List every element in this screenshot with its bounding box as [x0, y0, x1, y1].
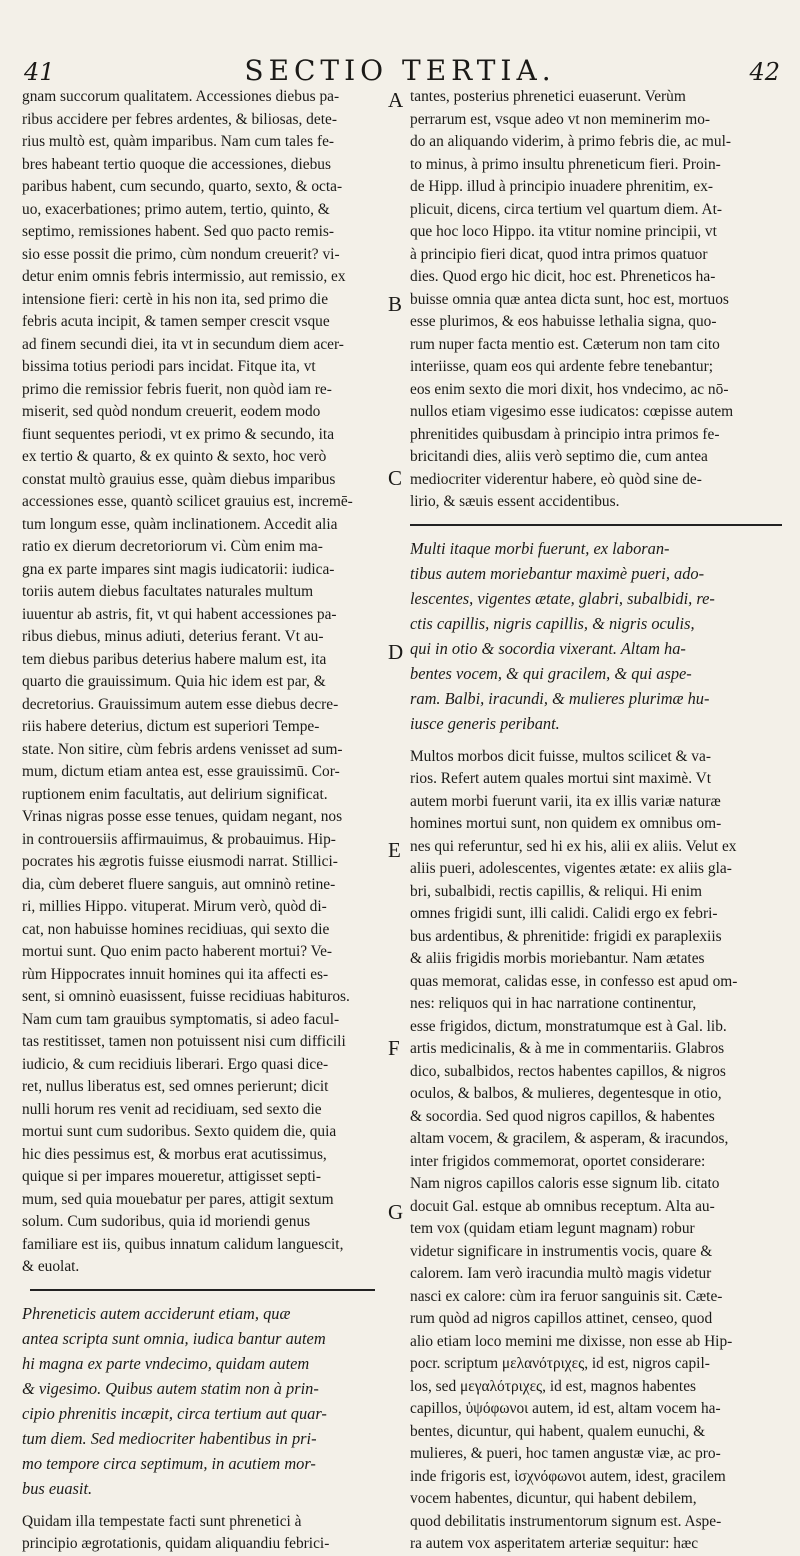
text-line: mediocriter viderentur habere, eò quòd sine de-: [410, 470, 702, 488]
text-line: ruptionem enim facultatis, aut delirium significat.: [22, 785, 328, 803]
text-line: capillos, ὑψόφωνοι autem, id est, altam vocem ha-: [410, 1400, 721, 1417]
text-line: antea scripta sunt omnia, iudica bantur autem: [22, 1328, 326, 1348]
text-line: ra autem vox asperitatem arteriæ sequitur: hæc: [410, 1535, 699, 1552]
text-line: iuuentur ab astris, fit, vt qui habent accessiones pa-: [22, 605, 337, 623]
text-line: lescentes, vigentes ætate, glabri, subalbidi, re-: [410, 588, 715, 608]
text-line: ribus diebus, minus adiuti, deterius ferant. Vt au-: [22, 628, 324, 645]
text-line: toriis autem diebus facultates naturales multum: [22, 583, 314, 600]
text-line: bentes vocem, & qui gracilem, & qui aspe-: [410, 663, 692, 683]
text-line: mum, dictum etiam antea est, esse grauissimū. Cor-: [22, 763, 340, 780]
right-column: [410, 86, 780, 1556]
margin-letter: C: [388, 466, 403, 490]
text-line: gna ex parte impares sint magis iudicatorii: iudica-: [22, 560, 335, 578]
text-line: aliis pueri, adolescentes, vigentes ætate: ex aliis gla-: [410, 860, 732, 877]
margin-letter: F: [388, 1036, 400, 1060]
text-line: vocem habentes, dicuntur, qui habent debilem,: [410, 1490, 697, 1507]
text-line: plicuit, dicens, circa tertium vel quartum diem. At-: [410, 200, 722, 218]
text-line: que hoc loco Hippo. ita vtitur nomine principii, vt: [410, 223, 717, 240]
text-line: dia, cùm deberet fluere sanguis, aut omninò retine-: [22, 875, 336, 893]
running-head: SECTIO TERTIA.: [244, 54, 556, 87]
text-line: paribus habent, cum secundo, quarto, sexto, & octa-: [22, 178, 343, 195]
text-line: nullos etiam vigesimo esse iudicatos: cœpisse autem: [410, 403, 734, 420]
text-line: tum longum esse, quàm inclinationem. Accedit alia: [22, 515, 338, 533]
text-line: ctis capillis, nigris capillis, & nigris oculis,: [410, 613, 695, 633]
text-line: bricitandi dies, aliis verò septimo die, cum antea: [410, 448, 708, 465]
text-line: ram. Balbi, iracundi, & mulieres plurimæ hu-: [410, 688, 710, 708]
text-line: eos enim sexto die mori dixit, hos vndecimo, ac nō-: [410, 380, 729, 398]
text-line: mulieres, & pueri, hoc tamen angustæ viæ, ac pro-: [410, 1445, 721, 1462]
text-line: familiare est iis, quibus innatum calidum languescit,: [22, 1235, 344, 1253]
text-line: solum. Cum sudoribus, quia id moriendi genus: [22, 1213, 311, 1230]
text-line: primo die remissior febris fuerit, non quòd iam re-: [22, 380, 332, 398]
text-line: artis medicinalis, & à me in commentariis. Glabros: [410, 1040, 725, 1057]
text-line: nasci ex calore: cùm ira feruor sanguinis sit. Cæte-: [410, 1287, 723, 1305]
text-line: los, sed μεγαλότριχες, id est, magnos habentes: [410, 1377, 697, 1395]
margin-letter: B: [388, 292, 403, 316]
text-line: omnes frigidi sunt, illi calidi. Calidi ergo ex febri-: [410, 905, 718, 922]
right-lemma: [410, 536, 780, 736]
text-line: tantes, posterius phrenetici euaserunt. Verùm: [410, 88, 686, 105]
text-line: & euolat.: [22, 1258, 80, 1275]
text-line: & vigesimo. Quibus autem statim non à prin-: [22, 1378, 319, 1398]
right-page-number: 42: [749, 58, 780, 86]
text-line: mortui sunt. Quo enim pacto haberent mortui? Ve-: [22, 943, 333, 960]
text-line: mo tempore circa septimum, in acutiem mor-: [22, 1453, 316, 1473]
text-line: hic dies pessimus est, & morbus erat acutissimus,: [22, 1145, 327, 1163]
text-line: quarto die grauissimum. Quia hic idem est par, &: [22, 673, 326, 690]
text-line: in controuersiis affirmauimus, & probauimus. Hip-: [22, 830, 336, 848]
text-line: à principio fieri dicat, quod intra primos quatuor: [410, 245, 708, 263]
text-line: Phreneticis autem acciderunt etiam, quæ: [22, 1303, 291, 1323]
text-line: septimo, remissiones habent. Sed quo pacto remis-: [22, 223, 335, 240]
text-line: ribus accidere per febres ardentes, & biliosas, dete-: [22, 110, 337, 128]
text-line: calorem. Iam verò iracundia multò magis videtur: [410, 1265, 712, 1282]
left-commentary: [22, 86, 384, 1279]
text-line: de Hipp. illud à principio inuadere phrenitim, ex-: [410, 178, 714, 195]
text-line: homines mortui sunt, non quidem ex omnibus om-: [410, 815, 722, 832]
text-line: lirio, & sæuis essent accidentibus.: [410, 493, 620, 510]
text-line: principio ægrotationis, quidam aliquandiu febrici-: [22, 1535, 330, 1552]
text-line: riis habere deterius, dictum est superiori Tempe-: [22, 718, 320, 735]
text-line: alio etiam loco memini me dixisse, non esse ab Hip-: [410, 1332, 733, 1350]
text-line: rius multò est, quàm imparibus. Nam cum tales fe-: [22, 133, 335, 150]
text-line: Vrinas nigras posse esse tenues, quidam negant, nos: [22, 808, 343, 825]
text-line: state. Non sitire, cùm febris ardens venisset ad sum-: [22, 740, 343, 758]
text-line: miserit, sed quòd nondum creuerit, eodem modo: [22, 403, 321, 420]
text-line: detur enim omnis febris intermissio, aut remissio, ex: [22, 268, 346, 285]
text-line: altam vocem, & gracilem, & asperam, & iracundos,: [410, 1130, 729, 1147]
text-line: hi magna ex parte vndecimo, quidam autem: [22, 1353, 310, 1373]
text-line: nulli horum res venit ad recidiuam, sed sexto die: [22, 1100, 322, 1118]
text-line: mortui sunt cum sudoribus. Sexto quidem die, quia: [22, 1123, 337, 1140]
section-rule: [30, 1289, 375, 1291]
text-line: accessiones esse, quantò scilicet grauius est, incremē-: [22, 493, 353, 510]
text-line: ret, nullus liberatus est, sed omnes perierunt; dicit: [22, 1078, 329, 1095]
text-line: Nam cum tam grauibus symptomatis, si adeo facul-: [22, 1010, 340, 1028]
text-line: oculos, & balbos, & mulieres, degentesque in otio,: [410, 1085, 722, 1102]
left-page-number: 41: [24, 58, 55, 86]
margin-letter: D: [388, 640, 404, 664]
left-lemma: [22, 1301, 384, 1501]
text-line: ex tertio & quarto, & ex quinto & sexto, hoc verò: [22, 448, 327, 465]
text-line: iusce generis peribant.: [410, 713, 560, 733]
text-line: tem vox (quidam etiam legunt magnam) robur: [410, 1220, 695, 1237]
text-line: iudicio, & cum recidiuis liberari. Ergo quasi dice-: [22, 1055, 329, 1073]
text-line: & aliis frigidis morbis moriebantur. Nam ætates: [410, 950, 705, 967]
text-line: phrenitides quibusdam à principio intra primos fe-: [410, 425, 720, 443]
text-line: constat multò grauius esse, quàm diebus imparibus: [22, 470, 336, 488]
text-line: tem diebus paribus deterius habere malum est, ita: [22, 650, 327, 668]
text-line: gnam succorum qualitatem. Accessiones diebus pa-: [22, 88, 340, 105]
text-line: inter frigidos commemorat, oportet considerare:: [410, 1152, 706, 1170]
text-line: inde frigoris est, ἰσχνόφωνοι autem, idest, gracilem: [410, 1467, 726, 1485]
text-line: qui in otio & socordia vixerant. Altam ha-: [410, 638, 686, 658]
text-line: uo, exacerbationes; primo autem, tertio, quinto, &: [22, 200, 330, 218]
text-line: cipio phrenitis incæpit, circa tertium aut quar-: [22, 1403, 327, 1423]
text-line: perrarum est, vsque adeo vt non meminerim mo-: [410, 110, 711, 128]
text-line: sio esse possit die primo, cùm nondum creuerit? vi-: [22, 245, 340, 263]
text-line: ad finem secundi diei, ita vt in secundum diem acer-: [22, 335, 344, 353]
text-line: febris acuta incipit, & tamen semper crescit vsque: [22, 313, 330, 330]
text-line: esse frigidos, dictum, monstratumque est à Gal. lib.: [410, 1017, 727, 1035]
text-line: docuit Gal. estque ab omnibus receptum. Alta au-: [410, 1197, 715, 1215]
text-line: fiunt sequentes periodi, vt ex primo & secundo, ita: [22, 425, 335, 443]
text-line: quique si per impares moueretur, attigisset septi-: [22, 1168, 321, 1185]
text-line: sent, si omninò euasissent, fuisse recidiuas habituros.: [22, 988, 350, 1005]
text-line: rum quòd ad nigros capillos attinet, censeo, quod: [410, 1310, 713, 1327]
left-commentary-continued: [22, 1511, 384, 1556]
text-line: tum diem. Sed mediocriter habentibus in pri-: [22, 1428, 317, 1448]
text-line: ratio ex dierum decretoriorum vi. Cùm enim ma-: [22, 538, 323, 555]
text-line: bri, subalbidi, rectis capillis, & reliqui. Hi enim: [410, 882, 702, 900]
text-line: ri, millies Hippo. vituperat. Mirum verò, quòd di-: [22, 898, 327, 915]
text-line: tibus autem moriebantur maximè pueri, ado-: [410, 563, 705, 583]
text-line: quas memorat, calidas esse, in confesso est apud om-: [410, 972, 738, 990]
text-line: dico, subalbidos, rectos habentes capillos, & nigros: [410, 1062, 726, 1080]
text-line: rum nuper facta mentio est. Cæterum non tam cito: [410, 335, 720, 353]
margin-letter: G: [388, 1200, 404, 1224]
text-line: bentes, dicuntur, qui habent, qualem eunuchi, &: [410, 1422, 706, 1440]
right-commentary-top: [410, 86, 780, 514]
text-line: rios. Refert autem quales mortui sint maximè. Vt: [410, 770, 712, 787]
text-line: Multos morbos dicit fuisse, multos scilicet & va-: [410, 747, 711, 765]
right-commentary-bottom: [410, 746, 780, 1556]
margin-letter: A: [388, 88, 404, 112]
text-line: esse plurimos, & eos habuisse lethalia signa, quo-: [410, 313, 717, 330]
text-line: nes: reliquos qui in hac narratione continentur,: [410, 995, 697, 1012]
text-line: decretorius. Grauissimum autem esse diebus decre-: [22, 695, 339, 713]
section-rule: [410, 524, 782, 526]
text-line: pocrates his ægrotis fuisse eiusmodi narrat. Stillici-: [22, 853, 338, 870]
text-line: bus euasit.: [22, 1478, 93, 1498]
text-line: rùm Hippocrates innuit homines qui ita affecti es-: [22, 965, 329, 983]
text-line: tas restitisset, tamen non potuissent nisi cum difficili: [22, 1033, 346, 1050]
text-line: dies. Quod ergo hic dicit, hoc est. Phreneticos ha-: [410, 268, 716, 285]
text-line: buisse omnia quæ antea dicta sunt, hoc est, mortuos: [410, 290, 729, 308]
text-line: Nam nigros capillos caloris esse signum lib. citato: [410, 1175, 720, 1192]
text-line: to minus, à primo insultu phreneticum fieri. Proin-: [410, 155, 721, 173]
text-line: mum, sed quia mouebatur per pares, attigit sextum: [22, 1190, 334, 1208]
text-line: quod debilitatis instrumentorum signum est. Aspe-: [410, 1512, 722, 1530]
text-line: videtur significare in instrumentis vocis, quare &: [410, 1242, 713, 1260]
text-line: cat, non habuisse homines recidiuas, qui sexto die: [22, 920, 330, 938]
text-line: & socordia. Sed quod nigros capillos, & habentes: [410, 1107, 715, 1125]
text-line: Quidam illa tempestate facti sunt phrenetici à: [22, 1512, 302, 1530]
text-line: bres habeant tertio quoque die accessiones, diebus: [22, 155, 331, 173]
text-line: Multi itaque morbi fuerunt, ex laboran-: [410, 538, 670, 558]
text-line: interiisse, quam eos qui ardente febre tenebantur;: [410, 358, 713, 375]
text-line: bus ardentibus, & phrenitide: frigidi ex paraplexiis: [410, 927, 722, 945]
text-line: nes qui referuntur, sed hi ex his, alii ex aliis. Velut ex: [410, 837, 737, 855]
left-column: [22, 86, 384, 1556]
text-line: pocr. scriptum μελανότριχες, id est, nigros capil-: [410, 1355, 710, 1372]
margin-letter: E: [388, 838, 401, 862]
text-line: do an aliquando viderim, à primo febris die, ac mul-: [410, 133, 731, 150]
text-line: intensione fieri: certè in his non ita, sed primo die: [22, 290, 329, 308]
text-line: autem morbi fuerunt varii, ita ex illis variæ naturæ: [410, 792, 721, 810]
text-line: bissima totius periodi pars incidat. Fitque ita, vt: [22, 358, 316, 375]
